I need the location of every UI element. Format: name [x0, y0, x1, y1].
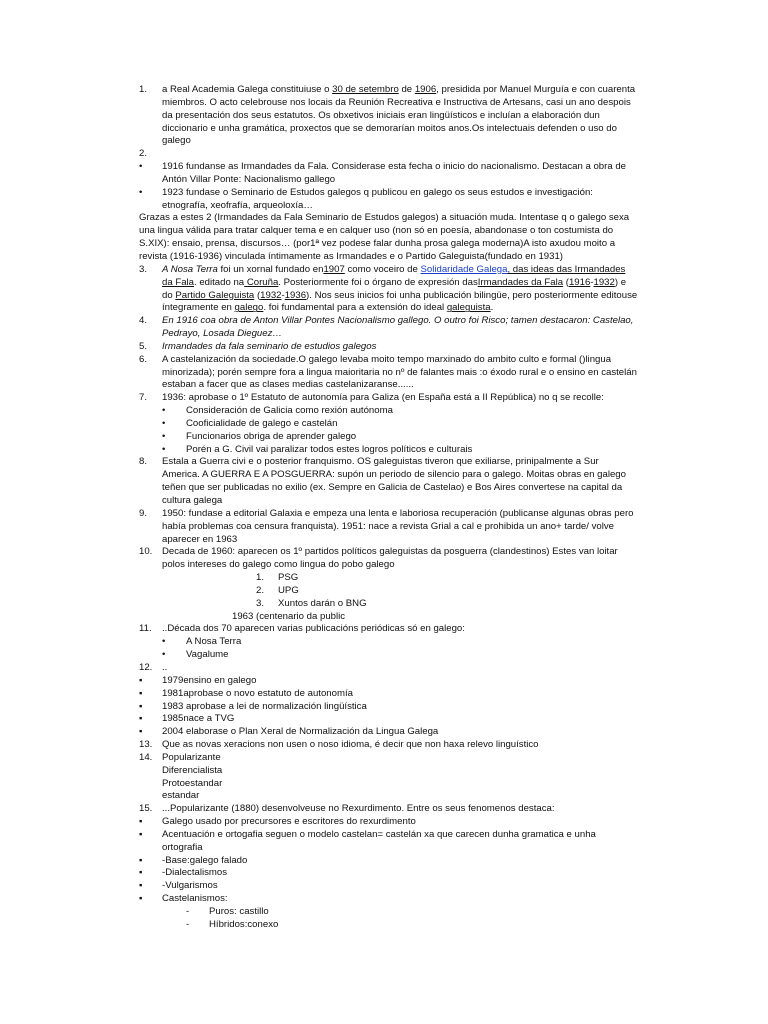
text-run: cultura galega: [162, 495, 223, 506]
line-text: [162, 174, 335, 187]
line-text: [162, 302, 493, 315]
line-text: [186, 649, 229, 662]
text-line: [0, 148, 768, 161]
list-marker: •: [139, 186, 143, 198]
text-line: [0, 302, 768, 315]
text-line: [0, 521, 768, 534]
list-marker: •: [162, 443, 166, 455]
line-text: [278, 585, 299, 598]
list-marker: ▪: [139, 674, 143, 686]
text-run: Grazas a estes 2 (Irmandades da Fala Seminario de Estudos galegos) a situación muda. Intentase q o galego sexa: [139, 212, 630, 224]
line-text: [162, 521, 614, 534]
text-run: A Nosa Terra: [162, 263, 218, 275]
text-run: de: [398, 84, 415, 95]
text-line: [0, 392, 768, 405]
text-run: -: [590, 276, 594, 288]
text-run: Coruña: [244, 276, 279, 288]
list-marker: 13.: [139, 739, 153, 751]
text-line: [0, 251, 768, 264]
line-text: [186, 444, 472, 457]
list-marker: 2.: [139, 148, 148, 160]
text-line: [0, 84, 768, 97]
text-run: Porén a G. Civil vai paralizar todos estes logros políticos e culturais: [186, 443, 473, 455]
line-text: [162, 778, 222, 791]
text-run: estaban a facer que as clases medias castelanizaranse......: [162, 379, 414, 391]
text-run: 1916: [568, 276, 591, 288]
text-line: [0, 893, 768, 906]
text-run: ) e: [614, 276, 627, 288]
text-line: [0, 405, 768, 418]
line-text: [209, 919, 278, 932]
line-text: [162, 559, 395, 572]
text-run: Estala a Guerra civi e o posterior franquismo. OS galeguistas tiveron que exiliarse, prinipalmente a Sur: [162, 456, 599, 468]
text-run: 1985nace a TVG: [162, 713, 235, 725]
line-text: [139, 238, 615, 251]
line-text: [162, 97, 631, 110]
line-text: [209, 906, 269, 919]
line-text: [139, 212, 629, 225]
text-line: [0, 508, 768, 521]
text-line: [0, 187, 768, 200]
list-marker: •: [139, 161, 143, 173]
text-run: America. A GUERRA E A POSGUERRA: supón un periodo de silencio para o galego. Moitas obras en galego: [162, 469, 626, 481]
text-run: Consideración de Galicia como rexión autónoma: [186, 405, 393, 417]
line-text: [162, 701, 367, 714]
text-run: PSG: [278, 572, 299, 584]
list-marker: •: [162, 649, 166, 661]
list-marker: 14.: [139, 751, 153, 763]
text-run: Galego usado por precursores e escritores do rexurdimento: [162, 816, 416, 828]
text-run: ..Década dos 70 aparecen varias publicacións periódicas só en galego:: [162, 623, 465, 635]
text-line: [0, 161, 768, 174]
text-run: 1950: fundase a editorial Galaxia e empeza una lenta e laboriosa recuperación (publicanse algunas obras pero: [162, 507, 634, 519]
list-marker: -: [186, 906, 190, 917]
line-text: [162, 84, 635, 97]
text-run: Puros: castillo: [209, 906, 269, 917]
text-line: [0, 290, 768, 303]
text-run: Que as novas xeracions non usen o noso idioma, é decir que non haxa relevo linguístico: [162, 739, 539, 751]
text-run: 1932: [593, 276, 615, 288]
line-text: [162, 367, 637, 380]
text-run: . editado na: [194, 276, 245, 288]
text-line: [0, 726, 768, 739]
line-text: [162, 534, 237, 547]
list-marker: 8.: [139, 456, 148, 468]
line-text: [162, 829, 596, 842]
line-text: [162, 855, 247, 868]
line-text: [162, 482, 622, 495]
text-line: [0, 212, 768, 225]
text-run: Irmandades da Fala: [477, 276, 564, 288]
text-line: [0, 367, 768, 380]
text-line: [0, 765, 768, 778]
text-line: [0, 623, 768, 636]
line-text: [162, 508, 633, 521]
text-run: Cooficialidade de galego e castelán: [186, 417, 338, 429]
text-line: [0, 418, 768, 431]
text-run: 30 de setembro: [332, 84, 399, 95]
list-marker: ▪: [139, 700, 143, 712]
text-line: [0, 559, 768, 572]
list-marker: -: [186, 918, 190, 930]
line-text: [162, 264, 625, 277]
text-run: miembros. O acto celebrouse nos locais da Reunión Recreativa e Instructiva de Artesans, casi un ano despois: [162, 96, 631, 108]
line-text: [162, 688, 353, 701]
line-text: [162, 187, 593, 200]
text-run: 1963 (centenario da public: [232, 610, 346, 622]
text-run: Partido Galeguista: [175, 289, 255, 301]
line-text: [186, 418, 337, 431]
text-line: [0, 675, 768, 688]
text-line: [0, 636, 768, 649]
text-run: íntegramente en: [162, 302, 235, 314]
text-run: (: [254, 289, 261, 301]
line-text: [162, 315, 633, 328]
document-body: [0, 84, 768, 932]
list-marker: ▪: [139, 687, 143, 699]
text-run: A Nosa Terra: [186, 636, 242, 648]
line-text: [162, 893, 228, 906]
line-text: [162, 752, 221, 765]
text-run: 1979ensino en galego: [162, 674, 257, 686]
list-marker: •: [162, 417, 166, 429]
text-run: da Fala: [162, 276, 194, 288]
line-text: [162, 110, 600, 123]
text-run: -Base:galego falado: [162, 854, 248, 866]
text-line: [0, 855, 768, 868]
text-line: [0, 906, 768, 919]
list-marker: ▪: [139, 816, 143, 828]
list-marker: 11.: [139, 623, 152, 635]
list-marker: ▪: [139, 713, 143, 725]
text-line: [0, 110, 768, 123]
text-line: [0, 534, 768, 547]
line-text: [162, 726, 438, 739]
line-text: [186, 431, 356, 444]
list-marker: ▪: [139, 828, 143, 840]
text-line: [0, 135, 768, 148]
text-run: -: [281, 289, 285, 301]
line-text: [162, 623, 465, 636]
text-run: 1936: [284, 289, 307, 301]
line-text: [162, 354, 611, 367]
text-run: Popularizante: [162, 751, 221, 763]
text-run: Xuntos darán o BNG: [278, 597, 367, 609]
text-run: do: [162, 289, 176, 301]
text-line: [0, 598, 768, 611]
line-text: [139, 251, 563, 264]
line-text: [186, 405, 393, 418]
text-run: Funcionarios obriga de aprender galego: [186, 430, 357, 442]
text-run: 1983 aprobase a lei de normalización lingüística: [162, 700, 367, 712]
line-text: [278, 598, 367, 611]
text-line: [0, 444, 768, 457]
list-marker: ▪: [139, 726, 143, 738]
text-run: 2004 elaborase o Plan Xeral de Normalización da Lingua Galega: [162, 726, 439, 738]
text-line: [0, 778, 768, 791]
text-run: -Dialectalismos: [162, 867, 228, 879]
line-text: [162, 495, 222, 508]
list-marker: 10.: [139, 546, 153, 558]
text-line: [0, 701, 768, 714]
text-run: 1907: [323, 263, 345, 275]
text-line: [0, 816, 768, 829]
text-run: 1981aprobase o novo estatuto de autonomía: [162, 687, 353, 699]
text-line: [0, 688, 768, 701]
line-text: [162, 713, 234, 726]
text-line: [0, 752, 768, 765]
line-text: [162, 379, 414, 392]
text-line: [0, 97, 768, 110]
text-line: [0, 803, 768, 816]
text-run: Híbridos:conexo: [209, 918, 279, 930]
text-run: . Posteriormente foi o órgano de expresión das: [278, 276, 478, 288]
text-run: . foi fundamental para a extensión do ideal: [263, 302, 447, 314]
line-text: [162, 739, 539, 752]
line-text: [162, 469, 626, 482]
line-text: [162, 867, 227, 880]
text-run: (: [563, 276, 569, 288]
text-run: teñen que ser publicadas no exilio (ex. Sempre en Galicia de Castelao) e Bos Aires convertese na capital da: [162, 482, 623, 494]
list-marker: 6.: [139, 353, 148, 365]
hyperlink[interactable]: Solidaridade Galega: [420, 263, 508, 275]
text-run: 1936: aprobase o 1º Estatuto de autonomía para Galiza (en España está a II República) no q se recolle:: [162, 392, 604, 404]
text-line: [0, 739, 768, 752]
text-line: [0, 919, 768, 932]
text-line: [0, 572, 768, 585]
text-run: galeguista: [446, 302, 491, 314]
line-text: [162, 135, 191, 148]
text-line: [0, 379, 768, 392]
text-run: aparecer en 1963: [162, 533, 238, 545]
text-line: [0, 328, 768, 341]
list-marker: ▪: [139, 893, 143, 905]
line-text: [162, 161, 626, 174]
text-line: [0, 790, 768, 803]
text-line: [0, 431, 768, 444]
text-run: Pedrayo, Losada Dieguez…: [162, 328, 282, 340]
line-text: [162, 200, 313, 213]
text-line: [0, 611, 768, 624]
text-line: [0, 842, 768, 855]
text-line: [0, 315, 768, 328]
list-marker: •: [162, 405, 166, 417]
text-run: ). Nos seus inicios foi unha publicación bilingüe, pero posteriormente editouse: [306, 289, 638, 301]
text-run: a Real Academia Galega constituiuse o: [162, 84, 333, 95]
line-text: [162, 546, 618, 559]
text-line: [0, 238, 768, 251]
text-run: galego: [162, 135, 191, 147]
text-run: Antón Villar Ponte: Nacionalismo gallego: [162, 173, 336, 185]
text-run: 1932: [260, 289, 282, 301]
line-text: [278, 572, 298, 585]
line-text: [232, 611, 345, 624]
list-marker: 7.: [139, 392, 148, 404]
text-run: -Vulgarismos: [162, 880, 218, 892]
text-run: Protoestandar: [162, 777, 223, 789]
text-run: Decada de 1960: aparecen os 1º partidos políticos galeguistas da posguerra (clandestinos) Estes van loitar: [162, 546, 618, 558]
list-marker: 1.: [139, 84, 148, 95]
text-line: [0, 713, 768, 726]
text-run: , das ideas das Irmandades: [507, 263, 626, 275]
text-line: [0, 649, 768, 662]
text-run: En 1916 coa obra de Anton Villar Pontes Nacionalismo gallego. O outro foi Risco; tamen destacaron: Castelao,: [162, 315, 634, 327]
list-marker: 3.: [139, 263, 148, 275]
list-marker: 9.: [139, 507, 148, 519]
text-run: ortografia: [162, 841, 203, 853]
text-line: [0, 662, 768, 675]
text-run: 1916 fundanse as Irmandades da Fala. Considerase esta fecha o inicio do nacionalismo. Destacan a obra de: [162, 161, 626, 173]
line-text: [162, 675, 256, 688]
text-line: [0, 174, 768, 187]
text-line: [0, 225, 768, 238]
text-run: como voceiro de: [344, 263, 421, 275]
list-marker: 3.: [256, 597, 265, 609]
text-run: da presentación dos seus estatutos. Os obxetivos iniciais eran lingüísticos e incluían a elaboración dun: [162, 109, 600, 121]
list-marker: 1.: [256, 572, 265, 584]
text-run: Castelanismos:: [162, 893, 228, 905]
text-line: [0, 482, 768, 495]
text-run: ..: [162, 661, 168, 673]
text-run: , presidida por Manuel Murguía e con cuarenta: [436, 84, 636, 95]
line-text: [162, 662, 167, 675]
text-run: galego: [234, 302, 264, 314]
text-line: [0, 277, 768, 290]
list-marker: 12.: [139, 661, 153, 673]
list-marker: 2.: [256, 584, 265, 596]
text-line: [0, 495, 768, 508]
text-run: Acentuación e ortogafia seguen o modelo castelan= castelán xa que carecen dunha gramatica e unha: [162, 828, 596, 840]
text-run: estandar: [162, 790, 200, 802]
text-run: revista (1916-1936) vinculada íntimamente as Irmandades e o Partido Galeguista(fundado en 1931): [139, 250, 563, 262]
line-text: [162, 277, 626, 290]
line-text: [162, 842, 203, 855]
line-text: [162, 816, 416, 829]
list-marker: •: [162, 636, 166, 648]
text-line: [0, 469, 768, 482]
text-line: [0, 829, 768, 842]
line-text: [162, 765, 222, 778]
text-run: etnografía, xeofrafía, arqueoloxía…: [162, 199, 313, 211]
text-line: [0, 456, 768, 469]
text-run: UPG: [278, 584, 299, 596]
text-line: [0, 264, 768, 277]
line-text: [139, 225, 613, 238]
list-marker: •: [162, 430, 166, 442]
line-text: [162, 290, 637, 303]
text-run: polos intereses do galego como lingua do pobo galego: [162, 559, 395, 571]
text-run: Diferencialista: [162, 764, 223, 776]
line-text: [162, 456, 599, 469]
text-run: Irmandades da fala seminario de estudios galegos: [162, 340, 377, 352]
text-run: ...Popularizante (1880) desenvolveuse no Rexurdimento. Entre os seus fenomenos destaca:: [162, 803, 555, 815]
text-run: diccionario e unha gramática, proxectos que se demorarían moitos anos.Os intelectuais defenden o uso do: [162, 122, 617, 134]
text-run: minorizada); porén sempre fora a lingua maioritaria no nº de falantes mais :o éxodo rural e o ensino en castelán: [162, 366, 637, 378]
text-line: [0, 123, 768, 136]
line-text: [162, 790, 199, 803]
list-marker: ▪: [139, 880, 143, 892]
list-marker: 5.: [139, 340, 148, 352]
line-text: [162, 803, 555, 816]
text-run: S.XIX): ensaio, prensa, discursos… (por1ª vez podese falar dunha prosa galega moderna)A isto axudou moito a: [139, 238, 616, 250]
text-line: [0, 354, 768, 367]
line-text: [162, 328, 282, 341]
list-marker: 4.: [139, 315, 148, 327]
text-line: [0, 546, 768, 559]
text-line: [0, 341, 768, 354]
list-marker: ▪: [139, 867, 143, 879]
list-marker: ▪: [139, 854, 143, 866]
text-run: una lingua válida para tratar calquer tema e en calquer uso (non só en poesía, abandonase o ton costumista do: [139, 225, 614, 237]
text-run: .: [490, 302, 494, 314]
text-line: [0, 880, 768, 893]
line-text: [186, 636, 241, 649]
text-run: Vagalume: [186, 649, 229, 661]
text-line: [0, 867, 768, 880]
text-run: A castelanización da sociedade.O galego levaba moito tempo marxinado do ambito culto e formal ()lingua: [162, 353, 612, 365]
line-text: [162, 123, 617, 136]
text-run: 1923 fundase o Seminario de Estudos galegos q publicou en galego os seus estudos e investigación:: [162, 186, 593, 198]
text-run: había problemas coa censura franquista). 1951: nace a revista Grial a cal e prohibida un ano+ tarde/ volve: [162, 520, 614, 532]
text-line: [0, 200, 768, 213]
line-text: [162, 880, 218, 893]
list-marker: 15.: [139, 803, 153, 815]
line-text: [162, 341, 376, 354]
text-line: [0, 585, 768, 598]
line-text: [162, 392, 604, 405]
text-run: 1906: [414, 84, 437, 95]
text-run: foi un xornal fundado en: [217, 263, 324, 275]
